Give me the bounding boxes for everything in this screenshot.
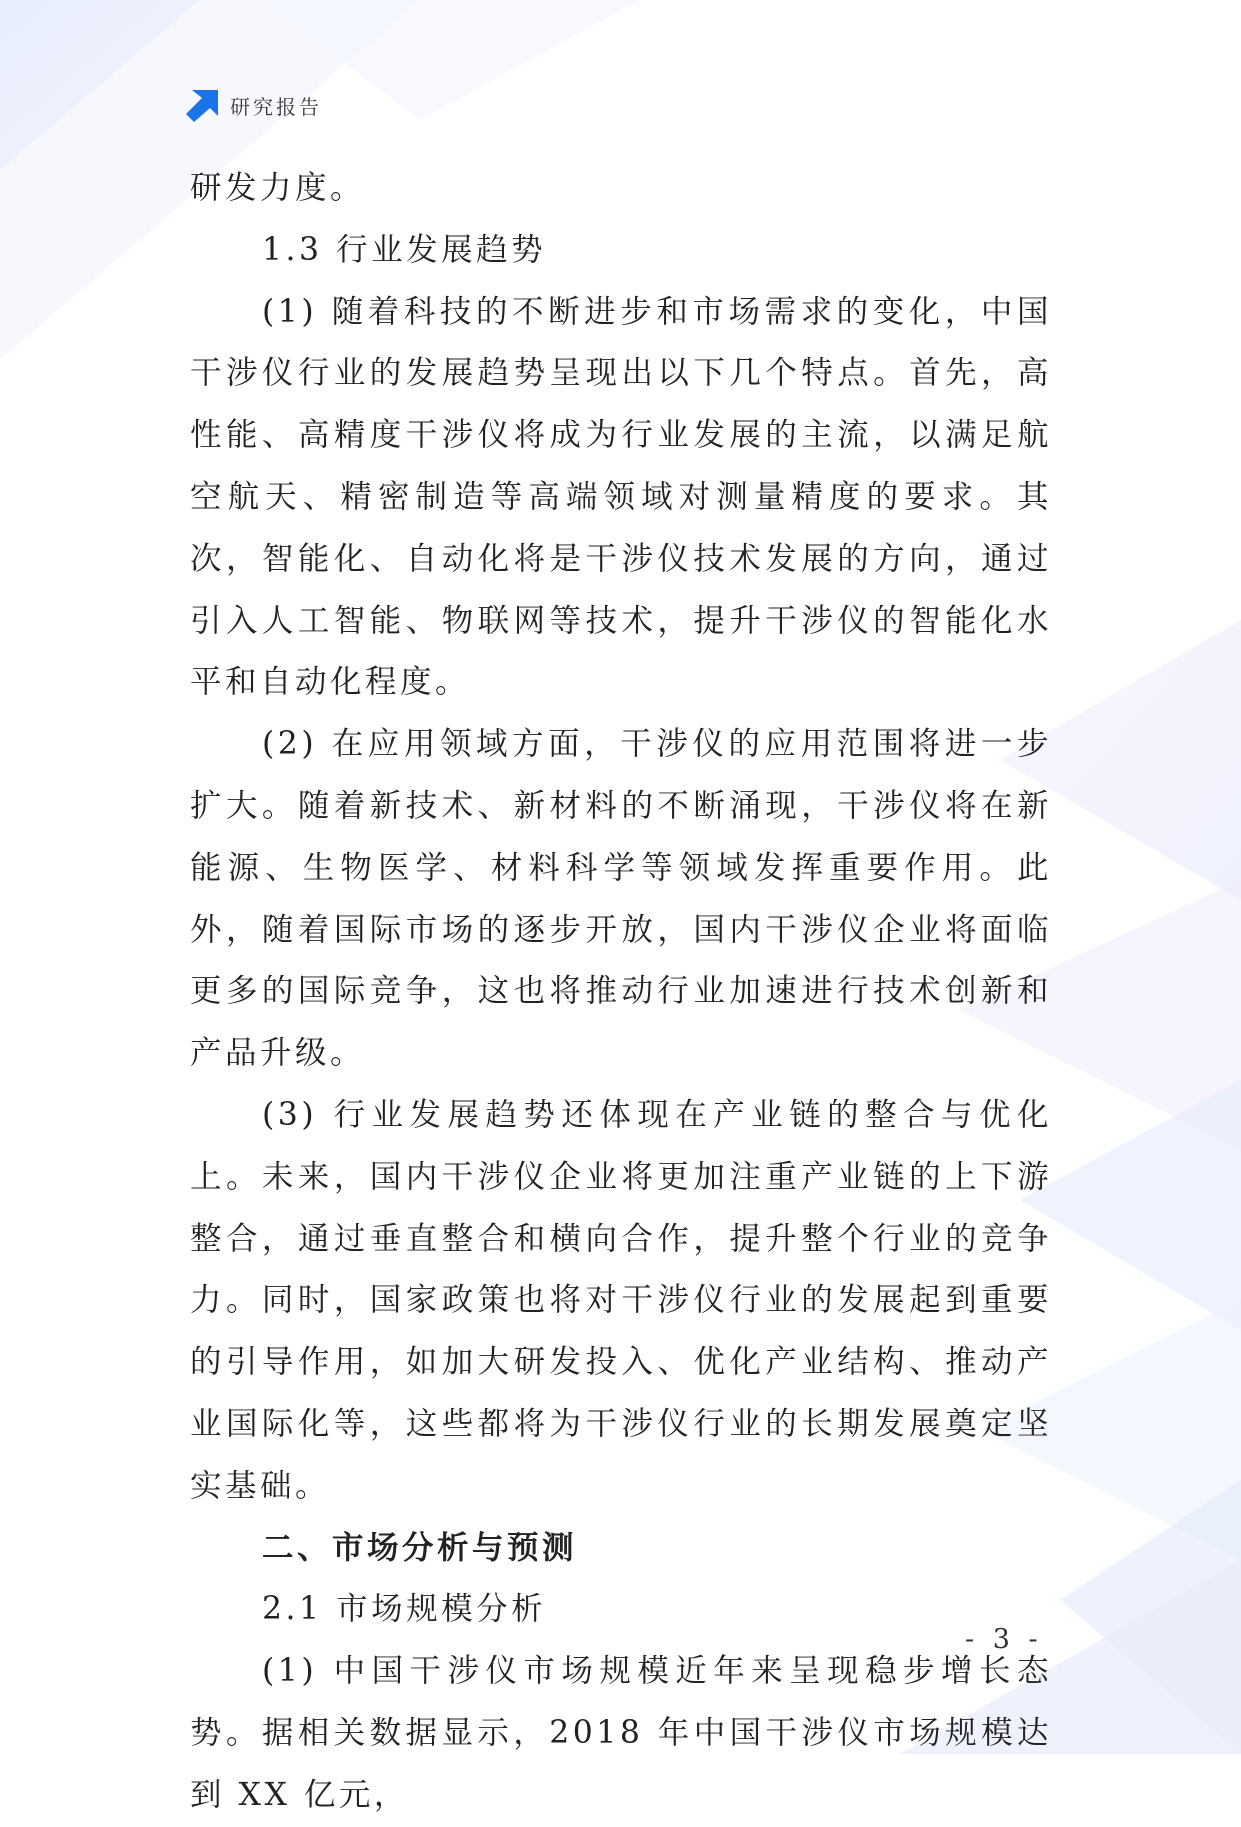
chapter-heading-2: 二、市场分析与预测 xyxy=(262,1529,578,1566)
header-title: 研究报告 xyxy=(230,94,322,119)
paragraph-continuation: 研发力度。 xyxy=(190,170,366,206)
paragraph-3: (3) 行业发展趋势还体现在产业链的整合与优化上。未来，国内干涉仪企业将更加注重产业链的上下游整合，通过垂直整合和横向合作，提升整个行业的竞争力。同时，国家政策也将对干涉仪行业的发展起到重要的引导作用，如加大研发投入、优化产业结构、推动产业国际化等，这些都将为干涉仪行业的长期发展奠定坚实基础。 xyxy=(190,1096,1052,1504)
report-header xyxy=(186,88,322,122)
paragraph-4: (1) 中国干涉仪市场规模近年来呈现稳步增长态势。据相关数据显示，2018 年中国干涉仪市场规模达到 XX 亿元， xyxy=(190,1653,1052,1813)
paragraph-2: (2) 在应用领域方面，干涉仪的应用范围将进一步扩大。随着新技术、新材料的不断涌现，干涉仪将在新能源、生物医学、材料科学等领域发挥重要作用。此外，随着国际市场的逐步开放，国内干涉仪企业将面临更多的国际竞争，这也将推动行业加速进行技术创新和产品升级。 xyxy=(190,726,1052,1072)
section-heading-2-1: 2.1 市场规模分析 xyxy=(262,1591,547,1628)
paragraph-1: (1) 随着科技的不断进步和市场需求的变化，中国干涉仪行业的发展趋势呈现出以下几个特点。首先，高性能、高精度干涉仪将成为行业发展的主流，以满足航空航天、精密制造等高端领域对测量精度的要求。其次，智能化、自动化将是干涉仪技术发展的方向，通过引入人工智能、物联网等技术，提升干涉仪的智能化水平和自动化程度。 xyxy=(190,293,1052,701)
section-heading-1-3: 1.3 行业发展趋势 xyxy=(262,231,547,268)
page-number: - 3 - xyxy=(965,1624,1043,1655)
arrow-up-right-icon xyxy=(186,88,220,122)
document-body xyxy=(190,158,1052,1827)
